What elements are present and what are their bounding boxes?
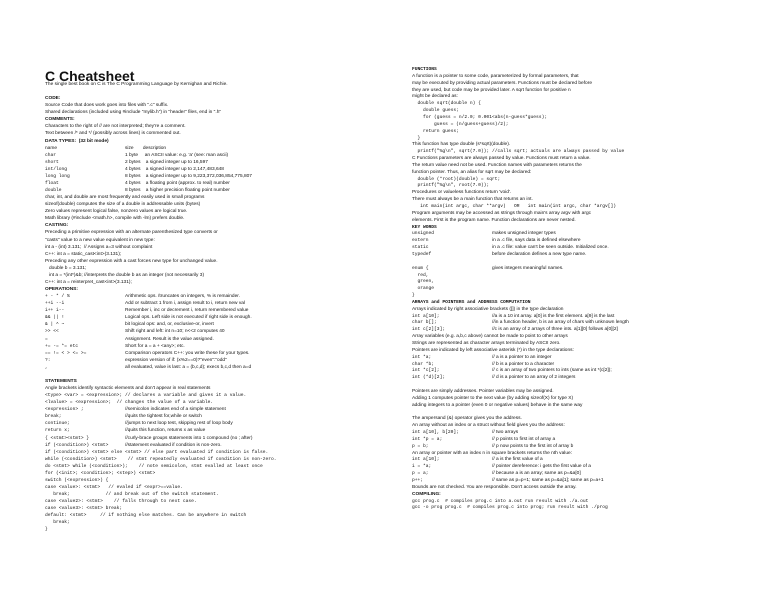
left-line: + - * / %: [45, 294, 70, 300]
right-line: The return value need not be used. Function names with parameters returns the: [412, 162, 582, 168]
right-line-desc: // a is a pointer to an integer: [492, 354, 552, 360]
right-line: int c[2][3];: [412, 327, 446, 333]
left-line: == != < > <= >=: [45, 350, 87, 356]
left-line: Preceding any other expression with a cast forces new type for unchanged value.: [45, 258, 218, 264]
right-line: int *p = a;: [412, 436, 443, 442]
left-line: }: [45, 527, 48, 533]
left-line: Text between /* and */ (possibly across lines) is commented out.: [45, 131, 181, 137]
right-line: enum {: [412, 265, 429, 271]
left-line: if (<condition>) <stmt> else <stmt> // else part evaluated if condition is false.: [45, 449, 269, 455]
left-line: { <stmt><stmt> }: [45, 435, 90, 441]
right-line: Pointers are indicated by left associative asterisk (*) in the type declarations:: [412, 347, 574, 353]
left-line: ++i --i: [45, 301, 65, 307]
left-line: & | ^ ~: [45, 322, 65, 328]
left-line: STATEMENTS: [45, 378, 77, 384]
right-line: green,: [412, 279, 435, 285]
right-line-desc: // p now points to the first int of array b: [492, 443, 574, 449]
right-line: Pointers are simply addresses. Pointer variables may be assigned.: [412, 388, 554, 394]
right-line: There must always be a main function that returns an int.: [412, 197, 533, 203]
right-line-desc: // two arrays: [492, 430, 519, 436]
right-line-desc: // because a is an array; same as p=&a[0]: [492, 471, 581, 477]
left-line: C++: int a = static_cast<int>(3.131);: [45, 251, 122, 257]
left-line: continue;: [45, 421, 70, 427]
right-line-desc: //a is a 10 int array. a[0] is the first element. a[9] is the last: [492, 313, 615, 319]
left-line-desc: 4 bytes a signed integer up to 2,147,483,648: [125, 166, 224, 172]
right-line: KEY WORDS: [412, 224, 437, 230]
left-line-desc: 1 byte an ASCII value: e.g. 'a' (see: man ascii): [125, 152, 229, 158]
left-line: default: <stmt> // if nothing else matches. Can be anywhere in switch: [45, 513, 247, 519]
right-line: typedef: [412, 251, 432, 257]
left-line-desc: //quits this function, returns x as value: [125, 428, 206, 434]
left-line: sizeof(double) computes the size of a double in addressable units (bytes): [45, 202, 201, 208]
right-line: return guess;: [412, 128, 459, 134]
right-line: orange: [412, 286, 435, 292]
right-line-desc: gives integers meaningful names.: [492, 265, 564, 271]
left-line-desc: size description: [125, 145, 167, 151]
left-line: ?:: [45, 357, 51, 363]
right-line: double sqrt(double n) {: [412, 101, 481, 107]
right-line: Arrays indicated by right associative brackets ([]) in the type declaration: [412, 306, 564, 312]
left-line: break;: [45, 520, 70, 526]
left-line-desc: //statement evaluated if condition is non-zero.: [125, 442, 222, 448]
left-line: <type> <var> = <expression>; // declares a variable and gives it a value.: [45, 393, 247, 399]
right-line: p = a;: [412, 471, 429, 477]
right-line: may be executed by providing actual parameters. Functions must be declared before: [412, 80, 592, 86]
left-line-desc: //jumps to next loop test, skipping rest of loop body: [125, 421, 233, 427]
left-line-desc: 4 bytes a floating point (approx. to real) number: [125, 180, 230, 186]
right-line-desc: in a .c file, says data is defined elsewhere: [492, 238, 581, 244]
left-line: switch (<expression>) {: [45, 477, 109, 483]
left-line-desc: Comparison operators C++: you write these for your types.: [125, 350, 250, 356]
right-line: int a[10], b[20];: [412, 430, 459, 436]
right-line: they are used, but code may be provided later. A sqrt function for positive n: [412, 87, 571, 93]
left-line-desc: Arithmetic ops. /truncates on integers, % is remainder.: [125, 294, 240, 300]
left-line-desc: //semicolon indicates end of a simple statement: [125, 407, 226, 413]
right-line: }: [412, 135, 421, 141]
left-line: >> <<: [45, 329, 59, 335]
left-line: break;: [45, 414, 62, 420]
right-line: Strings are represented as character arrays terminated by ASCII zero.: [412, 341, 561, 346]
right-line: printf("%g\n", root(7.0));: [412, 183, 490, 189]
left-line: C++: int a = reinterpret_cast<int>(3.131);: [45, 279, 132, 285]
left-line-desc: Logical ops. Left side is not executed if right side is enough.: [125, 315, 252, 321]
right-line: red,: [412, 272, 429, 278]
right-line-desc: //in a function header, b is an array of chars with unknown length: [492, 320, 629, 326]
left-line: Zero values represent logical false, nonzero values are logical true.: [45, 209, 188, 215]
left-line-desc: all evaluated, value is last: a = (b,c,d); execs b,c,d then a=d: [125, 364, 252, 370]
right-line: might be declared as:: [412, 94, 458, 100]
left-line: Angle brackets identify syntactic elements and don't appear in real statements: [45, 386, 211, 391]
right-line: Procedures or valueless functions return 'void'.: [412, 190, 512, 196]
right-line: A function is a pointer to some code, parameterized by formal parameters, that: [412, 73, 579, 79]
page-title: C Cheatsheet: [45, 68, 135, 84]
left-line: Preceding a primitive expression with an alternate parenthesized type converts or: [45, 230, 218, 236]
left-line: long long: [45, 173, 70, 179]
left-line: if (<condition>) <stmt>: [45, 442, 109, 448]
left-line: OPERATIONS:: [45, 287, 78, 293]
right-line: double (*root)(double) = sqrt;: [412, 176, 501, 182]
left-line: DATA TYPES: (32 bit mode): [45, 138, 109, 144]
right-line: An array without an index or a struct without field gives you the address:: [412, 423, 565, 429]
left-line: double b = 3.131;: [45, 265, 87, 271]
right-line: int (*d)[2];: [412, 375, 446, 381]
right-line: C Functions parameters are always passed by value. Functions must return a value.: [412, 156, 591, 162]
right-line: p = b;: [412, 443, 429, 449]
left-line: break; // and break out of the switch statement.: [45, 492, 219, 498]
right-line: char *b;: [412, 361, 435, 367]
left-line: Math library (#include <math.h>, compile with -lm) prefers double.: [45, 216, 185, 222]
left-line-desc: Shift right and left: int n=10; n<<2 computes 40: [125, 329, 225, 335]
right-line: static: [412, 245, 429, 251]
right-line: int a[10];: [412, 457, 440, 463]
left-line-desc: Add or subtract 1 from i, assign result to i, return new val: [125, 301, 245, 307]
right-line: Adding 1 computes pointer to the next value (by adding sizeof(X) for type X): [412, 395, 574, 401]
left-line: case <value>: <stmt> // evaled if <expr>==value.: [45, 484, 183, 490]
right-line: Bounds are not checked. You are responsible. Don't access outside the array.: [412, 484, 577, 490]
right-line: guess = (n/guess+guess)/2);: [412, 121, 509, 127]
left-line: int a - (int) 3.131; // Assigns a=3 without complaint: [45, 244, 153, 250]
left-line-desc: Assignment. Result is the value assigned.: [125, 336, 214, 342]
left-line: name: [45, 145, 57, 151]
right-line: gcc prog.c # compiles prog.c into a.out run result with ./a.out: [412, 498, 589, 504]
right-line: An array or pointer with an index n in square brackets returns the nth value:: [412, 450, 572, 456]
right-line: double guess;: [412, 108, 459, 114]
right-line: int a[10];: [412, 313, 440, 319]
left-line: for (<init>; <condition>; <step>) <stmt>: [45, 470, 156, 476]
left-line: <lvalue> = <expression>; // changes the value of a variable.: [45, 400, 214, 406]
right-line: p++;: [412, 478, 424, 483]
left-line: case <value3>: <stmt> break;: [45, 506, 123, 512]
left-line: The single best book on C is The C Programming Language by Kernighan and Richie.: [45, 82, 228, 87]
right-line-desc: before declaration defines a new type name.: [492, 251, 587, 257]
left-line: char: [45, 152, 57, 158]
left-line: int/long: [45, 166, 68, 172]
right-line: ARRAYS and POINTERS and ADDRESS COMPUTATION: [412, 299, 531, 305]
left-line: += -= *= etc: [45, 343, 79, 349]
left-line: ,: [45, 364, 48, 370]
left-line: CASTING:: [45, 223, 69, 229]
right-line-desc: // same as p=p+1; same as p=&a[1]; same as p=a+1: [492, 478, 604, 483]
right-line: int *a;: [412, 354, 432, 360]
right-line: Program arguments may be accessed as strings through main's array argv with argc: [412, 210, 592, 216]
left-line: return x;: [45, 428, 70, 434]
left-line: Shared declarations (included using #include "mylib.h") in "header" files, end in ".h": [45, 110, 222, 116]
left-line: && || !: [45, 315, 65, 321]
right-line-desc: in a .c file: value can't be seen outside. Initialized once.: [492, 245, 609, 251]
right-line: int *c[2];: [412, 368, 440, 374]
left-line: double: [45, 188, 62, 194]
right-line-desc: // d is a pointer to an array of 2 integers: [492, 375, 576, 381]
left-line-desc: 2 bytes a signed integer up to 16,597: [125, 159, 208, 165]
left-line: Source Code that does work goes into files with ".c" suffix.: [45, 103, 169, 109]
left-line-desc: Short for a = a + <any>; etc.: [125, 343, 185, 349]
left-line: while (<condition>) <stmt> // stmt repeatedly evaluated if condition is non-zero.: [45, 456, 277, 462]
right-line: function pointer. Thus, an alias for sqrt may be declared:: [412, 169, 532, 175]
right-line-desc: // p points to first int of array a: [492, 436, 556, 442]
left-line: do <stmt> while (<condition>); // note semicolon, stmt evalled at least once: [45, 463, 263, 469]
left-line: <expression> ;: [45, 407, 84, 413]
right-line: printf("%g\n", sqrt(7.0)); //calls sqrt; actuals are always passed by value: [412, 149, 625, 155]
right-line: elements. First is the program name. Function declarations are never nested.: [412, 217, 576, 223]
left-line: float: [45, 180, 59, 186]
right-line: COMPILING:: [412, 491, 441, 497]
right-line: Array variables (e.g. a,b,c above) cannot be made to point to other arrays: [412, 334, 568, 340]
right-line: i = *a;: [412, 464, 432, 470]
left-line: int a = *(int*)&b; //interprets the double b as an integer (not necessarily 3): [45, 272, 205, 278]
right-line: This function has type double (s*sqrt)(double).: [412, 142, 511, 148]
right-line-desc: //c is an array of 2 arrays of three ints. a[1][0] follows a[0][2]: [492, 327, 618, 333]
left-line: "casts" value to a new value equivalent in new type:: [45, 237, 155, 243]
right-line: unsigned: [412, 231, 435, 237]
left-line: =: [45, 336, 48, 342]
left-line-desc: //curly-brace groups statements into 1 compound (no ; after): [125, 435, 253, 441]
right-line-desc: // b is a pointer to a character: [492, 361, 555, 367]
right-line-desc: // c is an array of two pointers to ints (same as int *(c[2]);: [492, 368, 612, 374]
right-line-desc: makes unsigned integer types: [492, 231, 556, 237]
right-line: for (guess = n/2.0; 0.001<abs(n-guess*guess);: [412, 114, 548, 120]
left-line-desc: Remember i, inc or decrement i, return remembered value: [125, 308, 249, 314]
left-line: Characters to the right of // are not interpreted; they're a comment.: [45, 124, 186, 130]
right-line: extern: [412, 238, 429, 244]
right-line: char b[];: [412, 320, 437, 326]
left-line-desc: //quits the tightest for,while or switch: [125, 414, 202, 420]
right-line: The ampersand (&) operator gives you the address.: [412, 416, 522, 422]
left-line-desc: expression version of if: (x%2==0)?"even":"odd": [125, 357, 227, 363]
right-line: gcc -o prog prog.c # compiles prog.c into prog; run result with ./prog: [412, 505, 608, 511]
right-line: adding integers to a pointer (even 0 or negative values) behave in the same way: [412, 402, 583, 408]
left-line: COMMENTS:: [45, 117, 75, 123]
left-line-desc: 8 bytes a higher precision floating point number: [125, 188, 230, 194]
right-line: FUNCTIONS: [412, 67, 437, 72]
left-line-desc: bit logical ops: and, or, exclusive-or, invert: [125, 322, 214, 328]
left-line: char, int, and double are most frequently and easily used in small programs: [45, 195, 205, 201]
left-line: i++ i--: [45, 308, 65, 314]
left-line: case <value2>: <stmt> // falls through to next case.: [45, 499, 197, 505]
right-line: int main(int argc, char **argv) OR int main(int argc, char *argv[]): [412, 204, 616, 209]
left-line: short: [45, 159, 59, 165]
right-line: }: [412, 293, 415, 299]
left-line-desc: 8 bytes a signed integer up to 9,223,372,036,854,775,807: [125, 173, 252, 179]
right-line-desc: // pointer dereference: i gets the first value of a: [492, 464, 591, 470]
left-line: CODE:: [45, 96, 61, 102]
right-line-desc: // a is the first value of a: [492, 457, 543, 463]
